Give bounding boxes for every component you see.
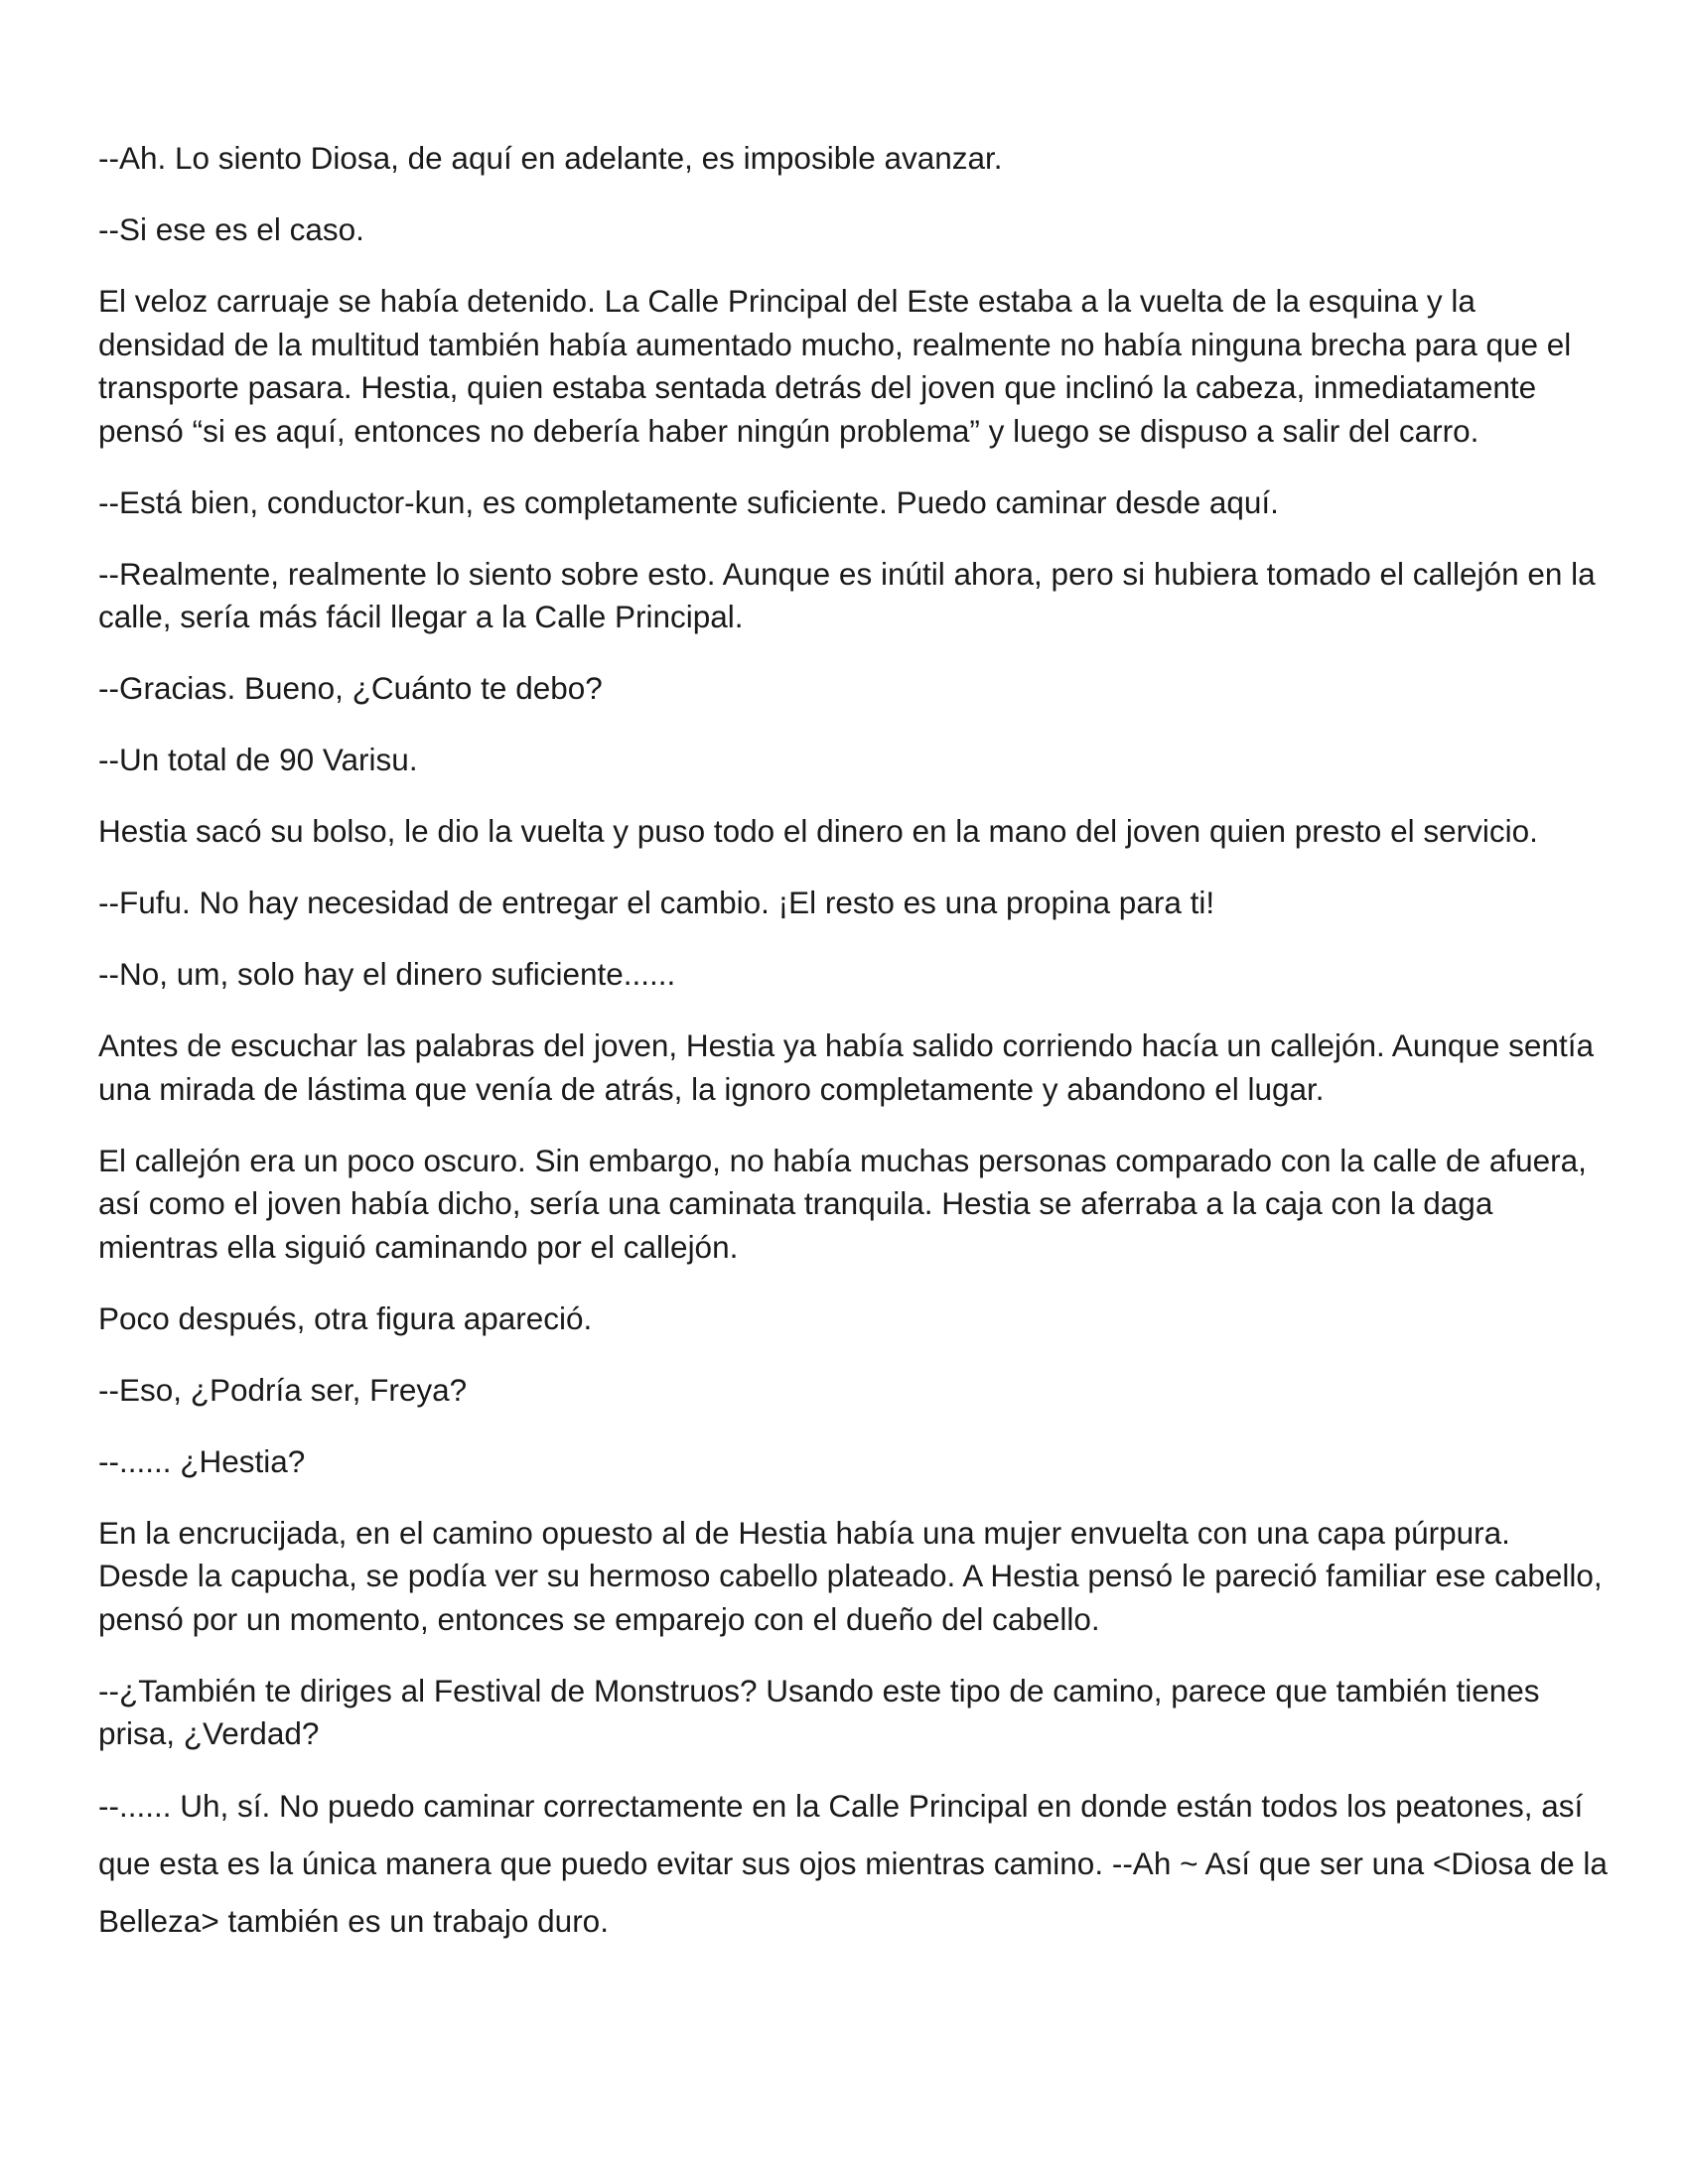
document-body [98, 137, 1608, 1979]
paragraph: Poco después, otra figura apareció. [98, 1299, 593, 1336]
paragraph: El veloz carruaje se había detenido. La Calle Principal del Este estaba a la vuelta de la esquina y la densidad de la multitud también había aumentado mucho, realmente no había ninguna brecha para que el transporte pasara. Hestia, quien estaba sentada detrás del joven que inclinó la cabeza, inmediatamente pensó “si es aquí, entonces no debería haber ningún problema” y luego se dispuso a salir del carro. [98, 283, 1572, 449]
paragraph: --Realmente, realmente lo siento sobre esto. Aunque es inútil ahora, pero si hubiera tomado el callejón en la calle, sería más fácil llegar a la Calle Principal. [98, 555, 1596, 634]
paragraph: --Está bien, conductor-kun, es completamente suficiente. Puedo caminar desde aquí. [98, 483, 1279, 520]
paragraph: --Eso, ¿Podría ser, Freya? [98, 1371, 468, 1408]
paragraph: --Si ese es el caso. [98, 211, 364, 247]
paragraph: --No, um, solo hay el dinero suficiente...... [98, 956, 676, 992]
paragraph: Hestia sacó su bolso, le dio la vuelta y puso todo el dinero en la mano del joven quien presto el servicio. [98, 813, 1538, 849]
paragraph: --Gracias. Bueno, ¿Cuánto te debo? [98, 670, 603, 706]
paragraph: Antes de escuchar las palabras del joven, Hestia ya había salido corriendo hacía un callejón. Aunque sentía una mirada de lástima que venía de atrás, la ignoro completamente y abandono el lugar. [98, 1027, 1594, 1107]
paragraph: El callejón era un poco oscuro. Sin embargo, no había muchas personas comparado con la calle de afuera, así como el joven había dicho, sería una caminata tranquila. Hestia se aferraba a la caja con la daga mientras ella siguió caminando por el callejón. [98, 1142, 1587, 1265]
paragraph: --¿También te diriges al Festival de Monstruos? Usando este tipo de camino, parece que también tienes prisa, ¿Verdad? [98, 1672, 1540, 1751]
paragraph: --Un total de 90 Varisu. [98, 742, 418, 777]
paragraph: --Fufu. No hay necesidad de entregar el cambio. ¡El resto es una propina para ti! [98, 885, 1215, 920]
paragraph: --...... Uh, sí. No puedo caminar correctamente en la Calle Principal en donde están todos los peatones, así que esta es la única manera que puedo evitar sus ojos mientras camino. --Ah ~ Así que ser una <Diosa de la Belleza> también es un trabajo duro. [98, 1788, 1608, 1939]
paragraph: --...... ¿Hestia? [98, 1442, 306, 1479]
paragraph: En la encrucijada, en el camino opuesto al de Hestia había una mujer envuelta con una capa púrpura. Desde la capucha, se podía ver su hermoso cabello plateado. A Hestia pensó le pareció familiar ese cabello, pensó por un momento, entonces se emparejo con el dueño del cabello. [98, 1514, 1603, 1637]
paragraph: --Ah. Lo siento Diosa, de aquí en adelante, es imposible avanzar. [98, 140, 1003, 176]
